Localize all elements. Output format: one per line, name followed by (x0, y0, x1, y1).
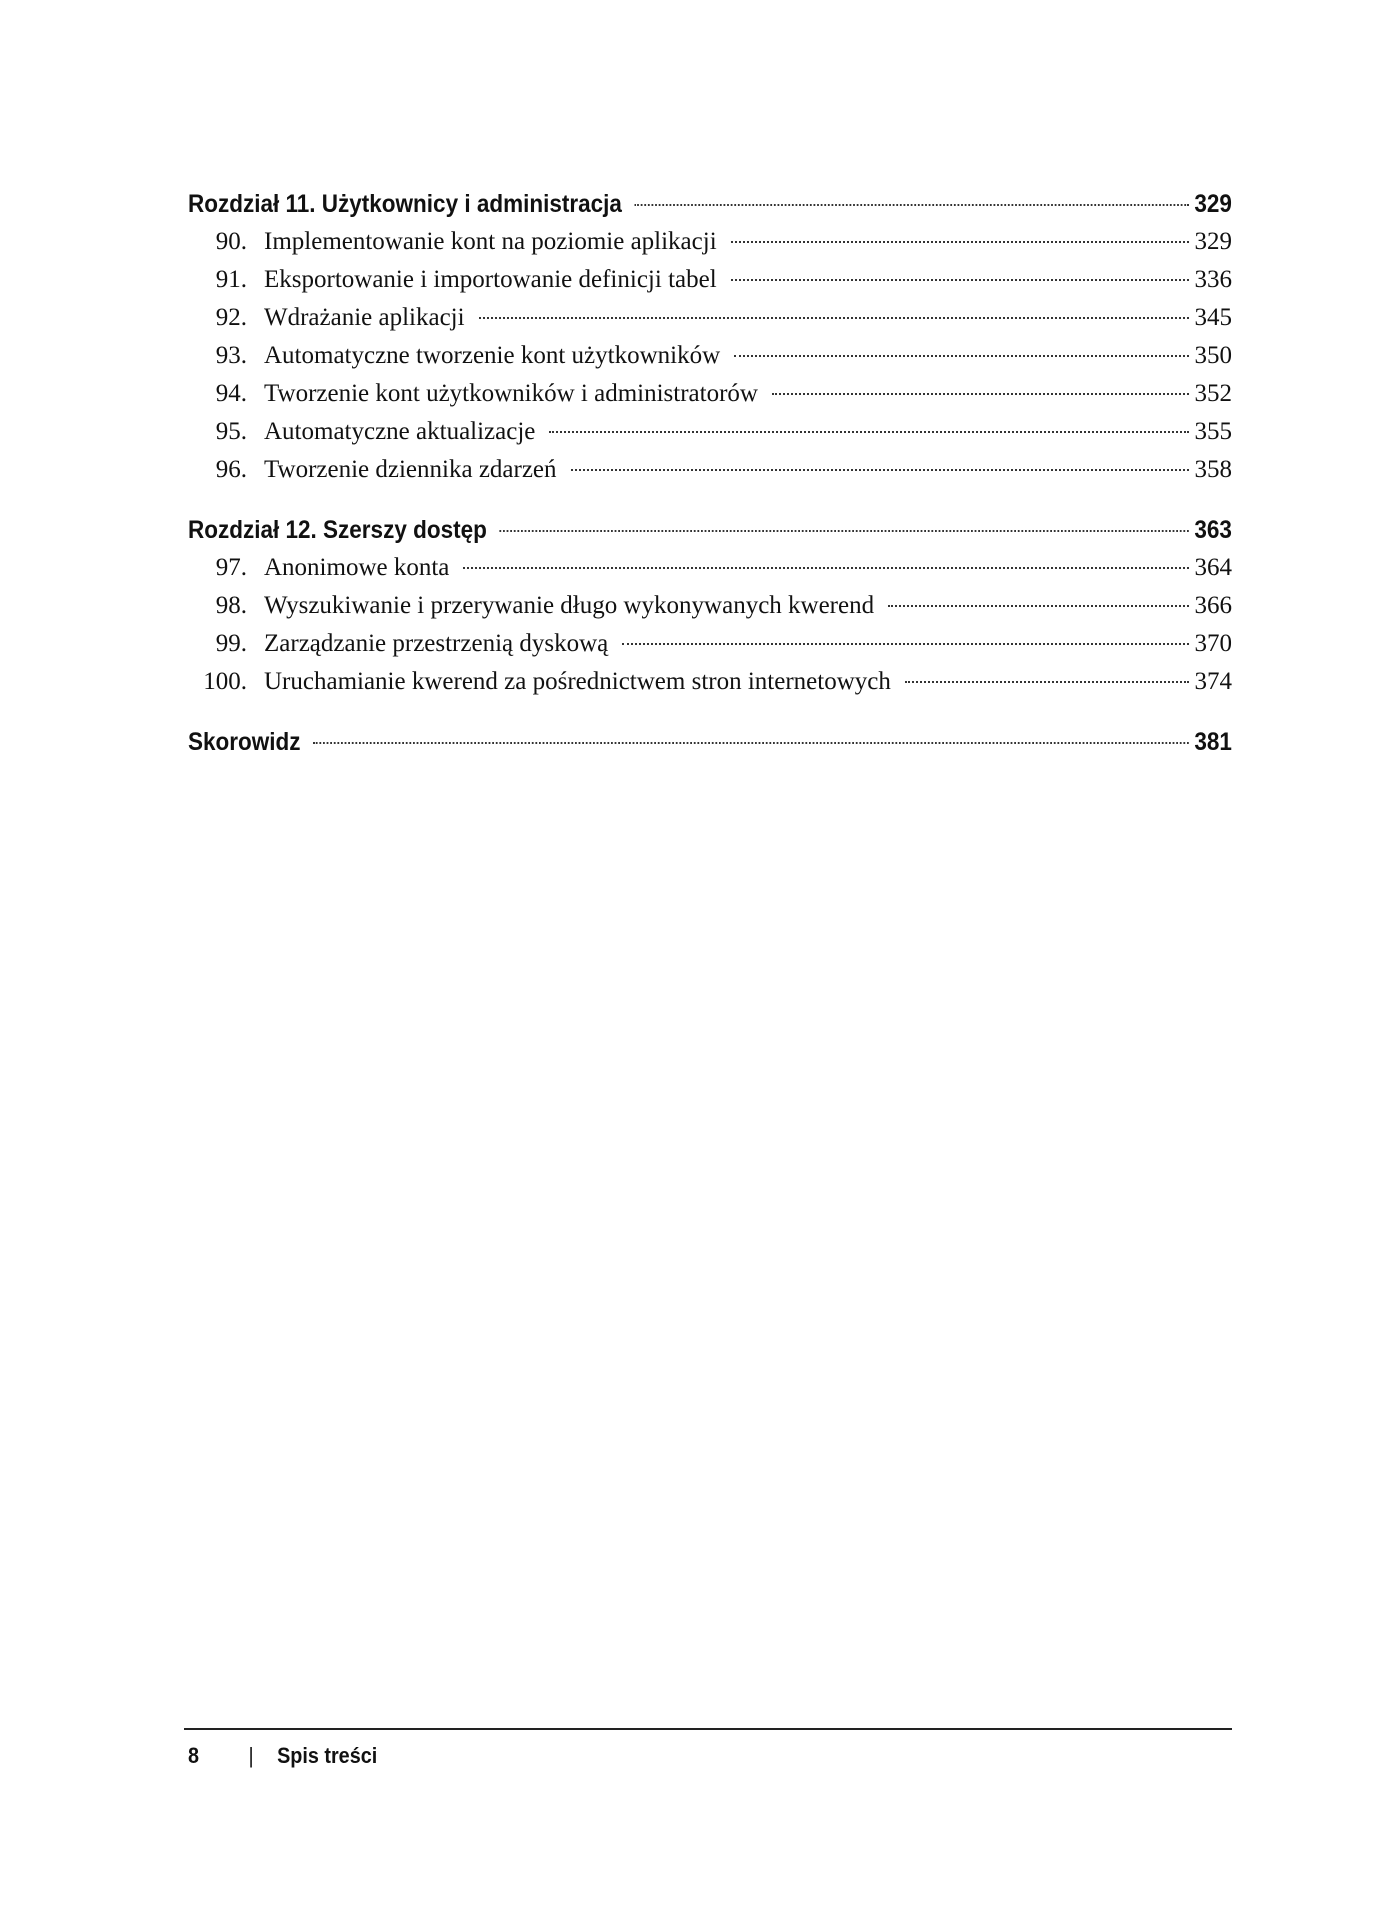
section-title: Wdrażanie aplikacji (264, 304, 465, 331)
toc-chapter (188, 511, 1232, 701)
dot-leader (499, 530, 1188, 532)
footer-separator: | (248, 1743, 254, 1768)
section-title: Tworzenie kont użytkowników i administratorów (264, 380, 758, 407)
dot-leader (905, 681, 1189, 683)
footer-page-number: 8 (188, 1743, 200, 1768)
section-page-number: 366 (1194, 592, 1232, 619)
section-number: 94. (215, 380, 247, 407)
section-title: Eksportowanie i importowanie definicji tabel (264, 266, 717, 293)
page-footer (188, 1738, 377, 1774)
section-page-number: 352 (1194, 380, 1232, 407)
toc-section-entry[interactable] (188, 223, 1232, 261)
section-page-number: 370 (1194, 630, 1232, 657)
section-page-number: 355 (1194, 418, 1232, 445)
dot-leader (772, 393, 1189, 395)
toc-section-entry[interactable] (188, 413, 1232, 451)
dot-leader (731, 279, 1189, 281)
section-number: 95. (215, 418, 247, 445)
toc-section-entry[interactable] (188, 261, 1232, 299)
chapter-title: Rozdział 11. Użytkownicy i administracja (188, 190, 622, 218)
section-page-number: 336 (1194, 266, 1232, 293)
dot-leader (734, 355, 1188, 357)
dot-leader (888, 605, 1188, 607)
toc-section-entry[interactable] (188, 549, 1232, 587)
toc-section-entry[interactable] (188, 375, 1232, 413)
dot-leader (549, 431, 1188, 433)
section-title: Uruchamianie kwerend za pośrednictwem stron internetowych (264, 668, 891, 695)
toc-section-entry[interactable] (188, 663, 1232, 701)
section-number: 96. (215, 456, 247, 483)
section-number: 92. (215, 304, 247, 331)
toc-chapter-entry[interactable] (188, 185, 1232, 223)
section-title: Automatyczne tworzenie kont użytkowników (264, 342, 721, 369)
toc-section-entry[interactable] (188, 337, 1232, 375)
toc-chapter-entry[interactable] (188, 511, 1232, 549)
chapter-title: Rozdział 12. Szerszy dostęp (188, 516, 487, 544)
section-title: Wyszukiwanie i przerywanie długo wykonywanych kwerend (264, 592, 875, 619)
section-page-number: 358 (1194, 456, 1232, 483)
section-page-number: 364 (1194, 554, 1232, 581)
chapter-page-number: 329 (1194, 190, 1232, 218)
section-page-number: 374 (1194, 668, 1232, 695)
dot-leader (634, 204, 1188, 206)
section-title: Automatyczne aktualizacje (264, 418, 536, 445)
toc-section-entry[interactable] (188, 451, 1232, 489)
section-title: Implementowanie kont na poziomie aplikacji (264, 228, 717, 255)
toc-section-entry[interactable] (188, 587, 1232, 625)
toc-section-entry[interactable] (188, 299, 1232, 337)
section-title: Zarządzanie przestrzenią dyskową (264, 630, 609, 657)
toc-section-entry[interactable] (188, 625, 1232, 663)
chapter-page-number: 363 (1194, 516, 1232, 544)
section-title: Anonimowe konta (264, 554, 450, 581)
chapter-page-number: 381 (1194, 728, 1232, 756)
section-number: 91. (215, 266, 247, 293)
section-number: 98. (215, 592, 247, 619)
section-number: 97. (215, 554, 247, 581)
toc-index-entry[interactable] (188, 723, 1232, 761)
footer-divider (184, 1728, 1232, 1730)
footer-section-title: Spis treści (277, 1743, 378, 1768)
dot-leader (463, 567, 1188, 569)
section-page-number: 350 (1194, 342, 1232, 369)
section-number: 100. (203, 668, 247, 695)
dot-leader (622, 643, 1188, 645)
section-page-number: 345 (1194, 304, 1232, 331)
dot-leader (479, 317, 1189, 319)
section-page-number: 329 (1194, 228, 1232, 255)
dot-leader (313, 742, 1189, 744)
chapter-title: Skorowidz (188, 728, 301, 756)
section-number: 93. (215, 342, 247, 369)
section-title: Tworzenie dziennika zdarzeń (264, 456, 557, 483)
section-number: 99. (215, 630, 247, 657)
dot-leader (731, 241, 1189, 243)
dot-leader (571, 469, 1189, 471)
section-number: 90. (215, 228, 247, 255)
toc-chapter (188, 723, 1232, 761)
table-of-contents (188, 185, 1232, 783)
toc-chapter (188, 185, 1232, 489)
